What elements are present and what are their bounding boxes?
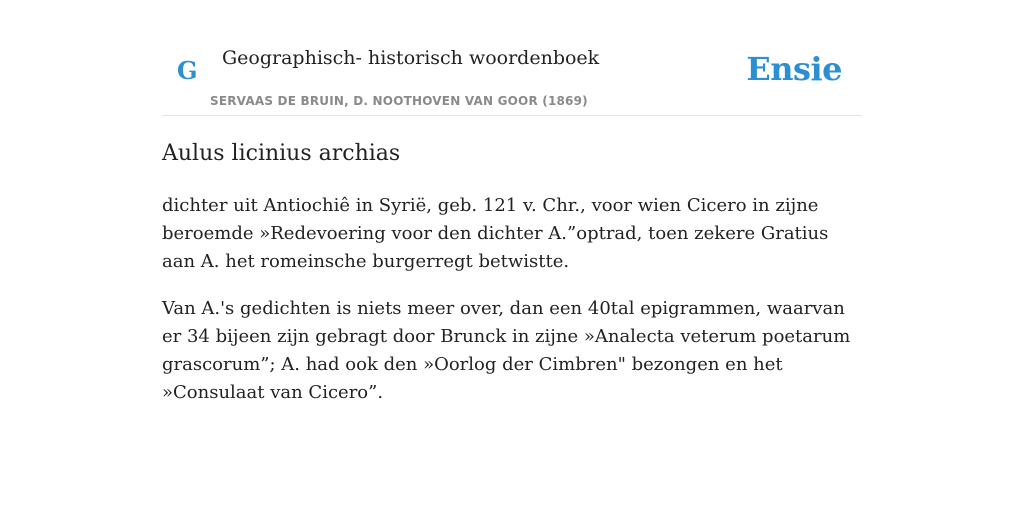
entry-title: Aulus licinius archias bbox=[162, 141, 401, 166]
ensie-logo[interactable]: Ensie bbox=[746, 50, 842, 88]
book-title-link[interactable]: Geographisch- historisch woordenboek bbox=[222, 47, 600, 69]
book-authors: SERVAAS DE BRUIN, D. NOOTHOVEN VAN GOOR (1869) bbox=[210, 94, 588, 108]
entry-content bbox=[162, 138, 862, 426]
entry-paragraph: dichter uit Antiochiê in Syrië, geb. 121 v. Chr., voor wien Cicero in zijne beroemde »Redevoering voor den dichter A.”optrad, toen zekere Gratius aan A. het romeinsche burgerregt betwistte. bbox=[162, 195, 829, 272]
book-header bbox=[162, 40, 862, 116]
book-letter-icon[interactable]: G bbox=[177, 56, 198, 85]
entry-paragraph: Van A.'s gedichten is niets meer over, dan een 40tal epigrammen, waarvan er 34 bijeen zijn gebragt door Brunck in zijne »Analecta veterum poetarum grascorum”; A. had ook den »Oorlog der Cimbren" bezongen en het »Consulaat van Cicero”. bbox=[162, 298, 851, 403]
